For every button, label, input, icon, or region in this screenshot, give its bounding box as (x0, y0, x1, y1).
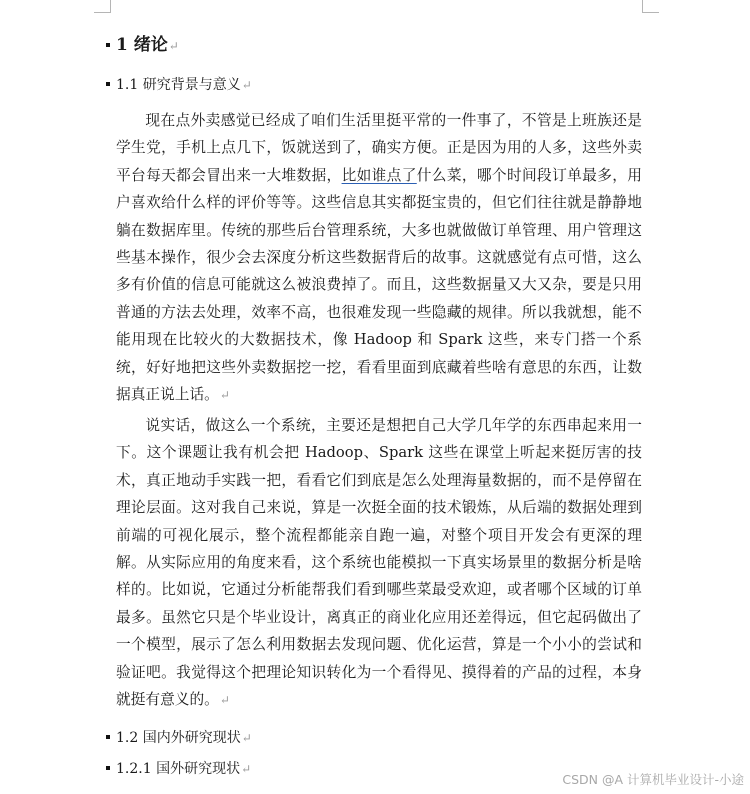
paragraph-text: 现在点外卖感觉已经成了咱们生活里挺平常的一件事了，不管是上班族还是学生党，手机上点几下，饭就送到了，确实方便。正是因为用的人多，这些外卖平台每天都会冒出来一大堆数据， (116, 112, 642, 184)
grammar-underline-text: 比如谁点了 (341, 166, 417, 184)
heading-number: 1 (116, 35, 128, 55)
heading-bullet-icon (106, 766, 110, 770)
heading-number: 1.2.1 (116, 761, 152, 777)
paragraph-mark-icon: ↵ (168, 39, 179, 53)
body-paragraph-2[interactable] (116, 412, 642, 714)
paragraph-text: 说实话，做这么一个系统，主要还是想把自己大学几年学的东西串起来用一下。这个课题让我有机会把 Hadoop、Spark 这些在课堂上听起来挺厉害的技术，真正地动手实践一把，看看它们到底是怎么处理海量数据的，而不是停留在理论层面。这对我自己来说，算是一次挺全面的技术锻炼，从后端的数据处理到前端的可视化展示，整个流程都能亲自跑一遍，对整个项目开发会有更深的理解。从实际应用的角度来看，这个系统也能模拟一下真实场景里的数据分析是啥样的。比如说，它通过分析能帮我们看到哪些菜最受欢迎，或者哪个区域的订单最多。虽然它只是个毕业设计，离真正的商业化应用还差得远，但它起码做出了一个模型，展示了怎么利用数据去发现问题、优化运营，算是一个小小的尝试和验证吧。我觉得这个把理论知识转化为一个看得见、摸得着的产品的过程，本身就挺有意义的。 (116, 417, 642, 709)
heading-bullet-icon (106, 82, 110, 86)
paragraph-mark-icon: ↵ (241, 731, 252, 745)
heading-1-2-1[interactable] (106, 758, 251, 778)
heading-bullet-icon (106, 43, 110, 47)
watermark: CSDN @A 计算机毕业设计-小途 (562, 772, 744, 787)
paragraph-mark-icon: ↵ (219, 388, 230, 403)
paragraph-mark-icon: ↵ (219, 693, 230, 708)
heading-1[interactable] (106, 30, 179, 55)
body-paragraph-1[interactable] (116, 107, 642, 409)
heading-bullet-icon (106, 735, 110, 739)
paragraph-text: 什么菜，哪个时间段订单最多，用户喜欢给什么样的评价等等。这些信息其实都挺宝贵的，但它们往往就是静静地躺在数据库里。传统的那些后台管理系统，大多也就做做订单管理、用户管理这些基本操作，很少会去深度分析这些数据背后的故事。这就感觉有点可惜，这么多有价值的信息可能就这么被浪费掉了。而且，这些数据量又大又杂，要是只用普通的方法去处理，效率不高，也很难发现一些隐藏的规律。所以我就想，能不能用现在比较火的大数据技术，像 Hadoop 和 Spark 这些，来专门搭一个系统，好好地把这些外卖数据挖一挖，看看里面到底藏着些啥有意思的东西，让数据真正说上话。 (116, 166, 642, 404)
paragraph-mark-icon: ↵ (241, 762, 252, 776)
heading-number: 1.1 (116, 77, 139, 93)
heading-title: 研究背景与意义 (142, 77, 241, 93)
heading-title: 国外研究现状 (156, 761, 241, 777)
paragraph-mark-icon: ↵ (241, 78, 252, 92)
page-corner-mark-right (642, 0, 659, 13)
heading-title: 国内外研究现状 (142, 730, 241, 746)
heading-1-1[interactable] (106, 74, 252, 94)
heading-1-2[interactable] (106, 727, 252, 747)
page-corner-mark-left (94, 0, 111, 13)
heading-title: 绪论 (133, 35, 168, 55)
heading-number: 1.2 (116, 730, 139, 746)
